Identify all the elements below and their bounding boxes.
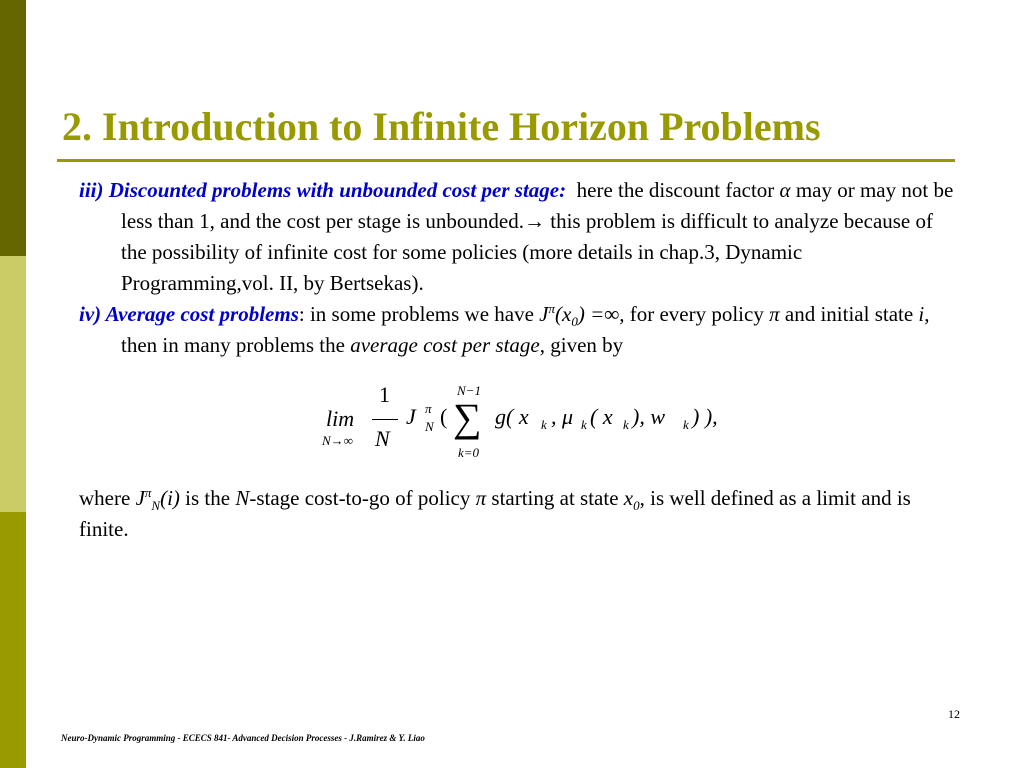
- lim-subscript: N→∞: [322, 433, 353, 448]
- footer-text: Neuro-Dynamic Programming - ECECS 841- Advanced Decision Processes - J.Ramirez & Y. Liao: [61, 733, 425, 743]
- item-discounted-problems: [79, 175, 959, 299]
- J-subscript: N: [425, 419, 434, 434]
- average-cost-phrase: average cost per stage: [350, 333, 540, 357]
- item-iv-text-d: , then in many problems the: [121, 302, 930, 357]
- sidebar-block-light: [0, 256, 26, 512]
- k-sub-4: k: [683, 417, 689, 432]
- where-text-5: , is well defined as a limit and is finite.: [79, 486, 911, 541]
- arg-open: (x: [555, 302, 572, 326]
- J-symbol: J: [539, 302, 549, 326]
- where-text-2: is the: [185, 486, 231, 510]
- zero-subscript: 0: [571, 314, 578, 330]
- where-zero-sub: 0: [633, 498, 640, 514]
- J-superscript: π: [425, 401, 432, 416]
- item-iv-label: iv) Average cost problems: [79, 302, 299, 326]
- item-iv-text-a: : in some problems we have: [298, 302, 534, 326]
- pi-symbol: π: [769, 302, 780, 326]
- item-average-cost-problems: [79, 299, 959, 361]
- J-symbol-formula: J: [406, 404, 416, 429]
- sidebar-block-dark: [0, 0, 26, 256]
- x-arg: ( x: [590, 404, 613, 429]
- i-symbol: i: [918, 302, 925, 326]
- open-paren: (: [440, 404, 448, 429]
- item-iv-text-c: and initial state: [784, 302, 914, 326]
- where-text-1: where: [79, 486, 131, 510]
- where-arg: (i): [160, 486, 180, 510]
- sum-upper-limit: N−1: [457, 383, 481, 398]
- page-number: 12: [948, 707, 960, 721]
- where-text-4: starting at state: [491, 486, 619, 510]
- k-sub-1: k: [541, 417, 547, 432]
- alpha-symbol: α: [779, 178, 791, 202]
- item-iv-text-e: , given by: [539, 333, 624, 357]
- where-N: N: [235, 486, 250, 510]
- slide-body: [79, 175, 959, 361]
- mu-symbol: , μ: [551, 404, 574, 429]
- sum-lower-limit: k=0: [458, 445, 480, 460]
- g-function: g( x: [495, 404, 529, 429]
- where-paragraph: [79, 483, 959, 545]
- w-symbol: ), w: [632, 404, 665, 429]
- slide-title: 2. Introduction to Infinite Horizon Problems: [62, 104, 821, 149]
- eq-infinity: ) =∞,: [577, 302, 625, 326]
- arrow-icon: →: [524, 209, 545, 233]
- average-cost-formula: [316, 384, 746, 464]
- where-text-3: -stage cost-to-go of policy: [249, 486, 471, 510]
- sigma-symbol: ∑: [453, 395, 482, 440]
- sidebar-block-mid: [0, 512, 26, 768]
- close-parens: ) ),: [692, 404, 718, 429]
- item-iii-text-a: here the discount factor: [576, 178, 775, 202]
- item-iii-text-c: this problem is difficult to analyze because of the possibility of infinite cost for some policies (more details in chap.3, Dynamic Programming,vol. II, by Bertsekas).: [121, 209, 933, 295]
- k-sub-2: k: [581, 417, 587, 432]
- sidebar-decoration: [0, 0, 26, 768]
- k-sub-3: k: [623, 417, 629, 432]
- fraction-bar: [372, 419, 398, 420]
- item-iv-text-b: for every policy: [629, 302, 764, 326]
- where-J: J: [135, 486, 145, 510]
- title-underline: [57, 159, 955, 162]
- item-iii-text-b: may or may not be less than 1, and the cost per stage is unbounded.: [121, 178, 954, 233]
- fraction-numerator: 1: [379, 382, 390, 407]
- item-iii-label: iii) Discounted problems with unbounded cost per stage:: [79, 178, 567, 202]
- lim-symbol: lim: [326, 406, 355, 431]
- where-N-sub: N: [151, 498, 161, 514]
- where-pi: π: [475, 486, 487, 510]
- where-x: x: [623, 486, 634, 510]
- fraction-denominator: N: [375, 426, 390, 451]
- pi-superscript: π: [548, 301, 555, 316]
- where-pi-sup: π: [144, 485, 152, 500]
